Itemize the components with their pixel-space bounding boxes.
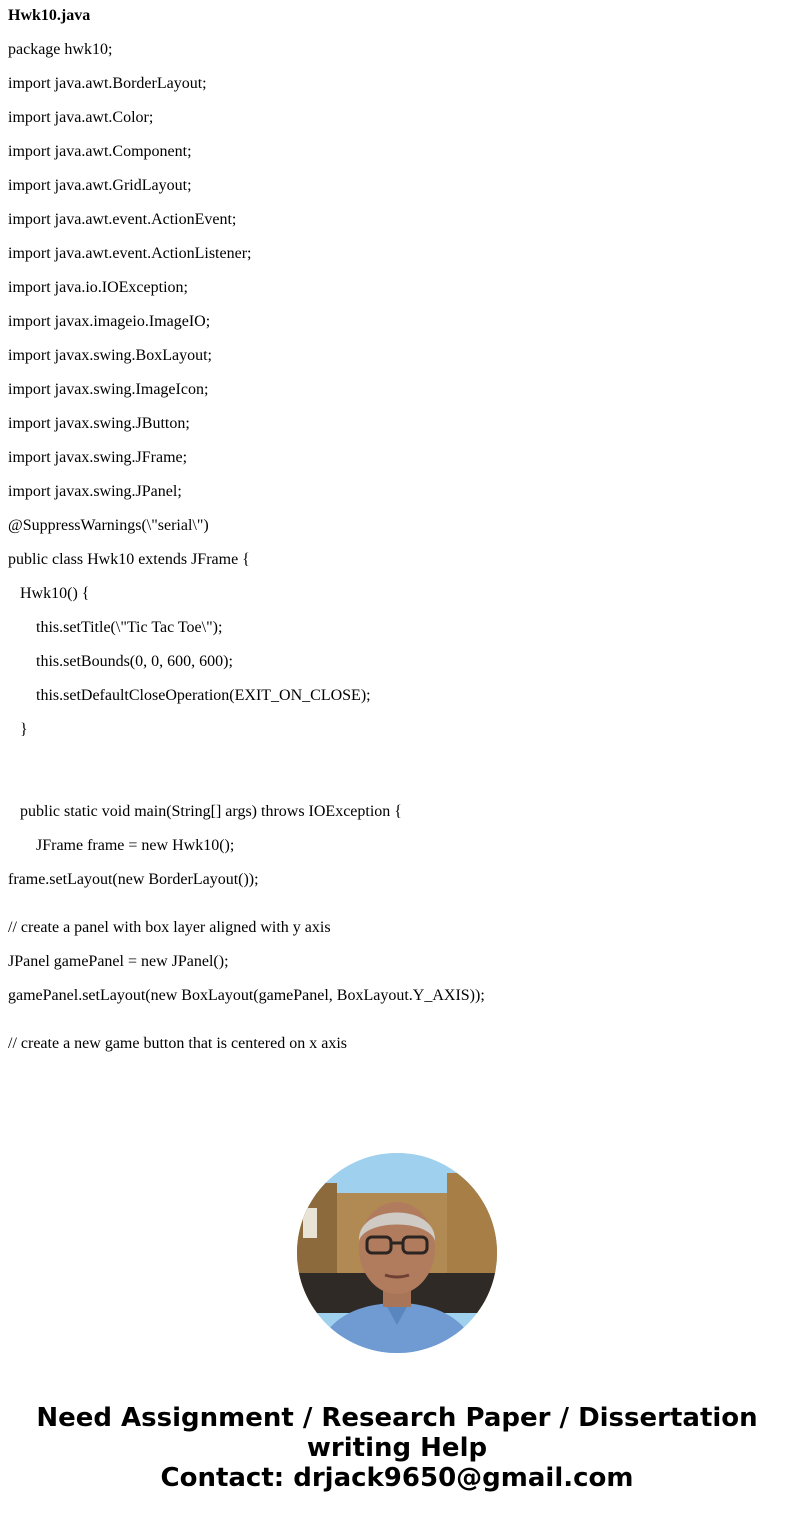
code-line: import javax.swing.BoxLayout;: [8, 347, 212, 364]
code-line: import java.awt.BorderLayout;: [8, 75, 207, 92]
code-line: public class Hwk10 extends JFrame {: [8, 551, 250, 568]
code-line: this.setTitle(\"Tic Tac Toe\");: [36, 619, 223, 636]
blank-space: [8, 754, 786, 802]
code-line: import java.awt.event.ActionEvent;: [8, 211, 237, 228]
code-line: import javax.swing.ImageIcon;: [8, 381, 209, 398]
blank-space: [8, 904, 786, 918]
author-avatar: [297, 1153, 497, 1353]
code-line: gamePanel.setLayout(new BoxLayout(gamePanel, BoxLayout.Y_AXIS));: [8, 987, 485, 1004]
code-line: import javax.swing.JPanel;: [8, 483, 182, 500]
code-line: this.setBounds(0, 0, 600, 600);: [36, 653, 233, 670]
code-line: import javax.swing.JFrame;: [8, 449, 188, 466]
document-title: Hwk10.java: [8, 7, 91, 24]
code-line: frame.setLayout(new BorderLayout());: [8, 871, 259, 888]
code-line: import java.awt.event.ActionListener;: [8, 245, 252, 262]
code-comment: // create a panel with box layer aligned with y axis: [8, 919, 331, 936]
code-line: import java.awt.GridLayout;: [8, 177, 192, 194]
code-line: @SuppressWarnings(\"serial\"): [8, 517, 209, 534]
contact-line: Contact: drjack9650@gmail.com: [160, 1463, 634, 1493]
code-line: import java.awt.Component;: [8, 143, 192, 160]
code-line: package hwk10;: [8, 41, 113, 58]
code-line: import javax.swing.JButton;: [8, 415, 190, 432]
person-portrait-icon: [297, 1153, 497, 1353]
code-line: JFrame frame = new Hwk10();: [36, 837, 235, 854]
code-line: Hwk10() {: [20, 585, 90, 602]
code-line: JPanel gamePanel = new JPanel();: [8, 953, 229, 970]
code-document: [8, 6, 786, 1068]
code-line: }: [20, 721, 28, 738]
code-line: public static void main(String[] args) throws IOException {: [20, 803, 402, 820]
promo-banner: [0, 1403, 794, 1493]
blank-space: [8, 1020, 786, 1034]
code-line: import javax.imageio.ImageIO;: [8, 313, 211, 330]
code-line: import java.awt.Color;: [8, 109, 154, 126]
code-comment: // create a new game button that is centered on x axis: [8, 1035, 347, 1052]
code-line: this.setDefaultCloseOperation(EXIT_ON_CLOSE);: [36, 687, 371, 704]
promo-line: writing Help: [306, 1433, 488, 1463]
promo-line: Need Assignment / Research Paper / Dissertation: [36, 1403, 758, 1433]
code-line: import java.io.IOException;: [8, 279, 188, 296]
